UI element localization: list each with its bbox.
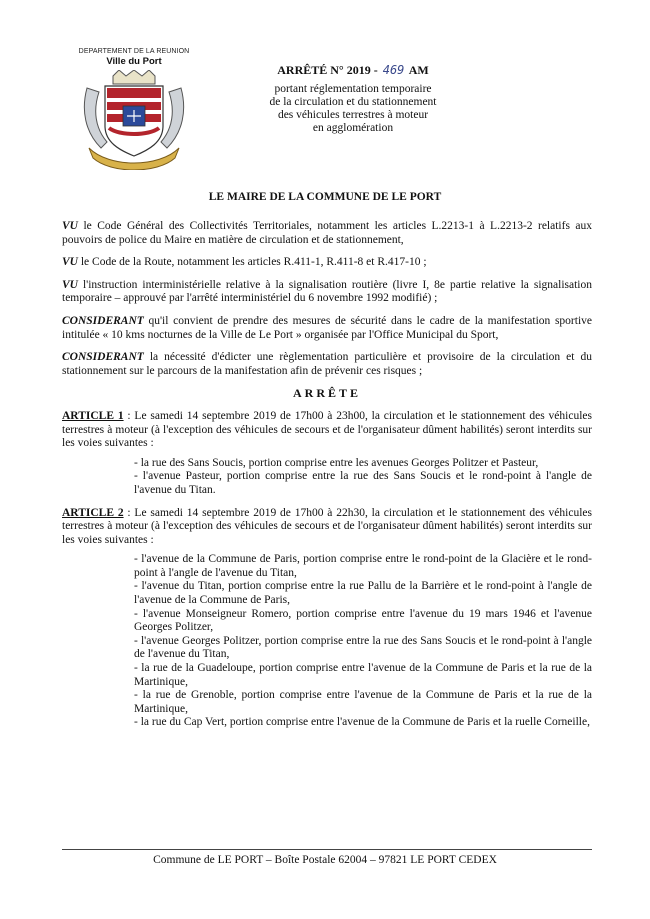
list-item: - l'avenue Pasteur, portion comprise entre la rue des Sans Soucis et le rond-point à l'angle de l'avenue du Titan. [134,470,592,496]
arrete-title-prefix: ARRÊTÉ N° 2019 - [277,63,378,77]
arrete-subtitle-line: portant réglementation temporaire [274,83,432,95]
visa-paragraph [62,220,592,247]
visa-paragraph [62,279,592,306]
article-2 [62,507,592,548]
list-item: - l'avenue de la Commune de Paris, portion comprise entre le rond-point de la Glacière et le rond-point à l'angle de l'avenue du Titan, [134,553,592,579]
arrete-header [238,64,468,135]
considerant-paragraph [62,351,592,378]
article-label: ARTICLE 1 [62,409,124,422]
list-item: - la rue du Cap Vert, portion comprise entre l'avenue de la Commune de Paris et la ruelle Corneille, [134,716,590,729]
arrete-heading: ARRÊTE [292,386,361,401]
arrete-number-handwritten: 469 [382,63,405,77]
considerant-paragraph [62,315,592,342]
arrete-title-suffix: AM [408,63,429,77]
article-1 [62,410,592,451]
visa-text: le Code Général des Collectivités Territoriales, notamment les articles L.2213-1 à L.2213-2 relatifs aux pouvoirs de police du Maire en matière de circulation et de stationnement, [62,220,592,246]
city-name: Ville du Port [106,56,162,67]
document-body [62,220,592,730]
maire-title: LE MAIRE DE LA COMMUNE DE LE PORT [208,191,442,203]
list-item: - la rue de la Guadeloupe, portion comprise entre l'avenue de la Commune de Paris et la rue de la Martinique, [134,662,592,688]
list-item: - la rue des Sans Soucis, portion comprise entre les avenues Georges Politzer et Pasteur, [134,456,539,469]
city-crest-icon [79,70,189,170]
article-2-list [134,553,592,730]
article-label: ARTICLE 2 [62,506,124,519]
list-item: - la rue de Grenoble, portion comprise entre l'avenue de la Commune de Paris et la rue de la Martinique, [134,689,592,715]
page-footer: Commune de LE PORT – Boîte Postale 62004 – 97821 LE PORT CEDEX [153,854,497,866]
arrete-subtitle-line: de la circulation et du stationnement [269,96,437,108]
list-item: - l'avenue du Titan, portion comprise entre la rue Pallu de la Barrière et le rond-point à l'angle de l'avenue de la Commune de Paris, [134,580,592,607]
arrete-subtitle-line: des véhicules terrestres à moteur [277,109,429,121]
considerant-lead: CONSIDERANT [62,314,144,327]
considerant-text: la nécessité d'édicter une règlementation particulière et provisoire de la circulation et du stationnement sur le parcours de la manifestation afin de prévenir ces risques ; [62,351,592,377]
city-logo-block [64,48,204,170]
article-text: : Le samedi 14 septembre 2019 de 17h00 à 23h00, la circulation et le stationnement des véhicules terrestres à moteur (à l'exception des véhicules de secours et de l'organisateur dûment habilités) seront interdits sur les voies suivantes : [62,409,592,450]
visa-paragraph [62,256,592,270]
article-text: : Le samedi 14 septembre 2019 de 17h00 à 22h30, la circulation et le stationnement des véhicules terrestres à moteur (à l'exception des véhicules de secours et de l'organisateur dûment habilités) seront interdits sur les voies suivantes : [62,506,592,546]
arrete-title [238,64,468,77]
arrete-subtitle-line: en agglomération [312,122,394,134]
list-item: - l'avenue Georges Politzer, portion comprise entre la rue des Sans Soucis et le rond-point à l'angle de l'avenue du Titan, [134,634,592,661]
considerant-text: qu'il convient de prendre des mesures de sécurité dans le cadre de la manifestation sportive intitulée « 10 kms nocturnes de la Ville de Le Port » organisée par l'Office Municipal du Sport, [62,314,592,341]
visa-lead: VU [62,256,78,269]
list-item: - l'avenue Monseigneur Romero, portion comprise entre l'avenue du 19 mars 1946 et l'avenue Georges Politzer, [134,607,592,634]
visa-text: l'instruction interministérielle relative à la signalisation routière (livre I, 8e partie relative la signalisation temporaire – approuvé par l'arrêté interministériel du 6 novembre 1992 modifié) ; [62,278,592,305]
footer-divider [62,849,592,850]
visa-lead: VU [62,278,78,291]
department-label: DEPARTEMENT DE LA REUNION [78,48,190,55]
visa-lead: VU [62,220,78,232]
article-1-list [134,457,592,498]
visa-text: le Code de la Route, notamment les articles R.411-1, R.411-8 et R.417-10 ; [77,256,427,269]
considerant-lead: CONSIDERANT [62,351,144,364]
